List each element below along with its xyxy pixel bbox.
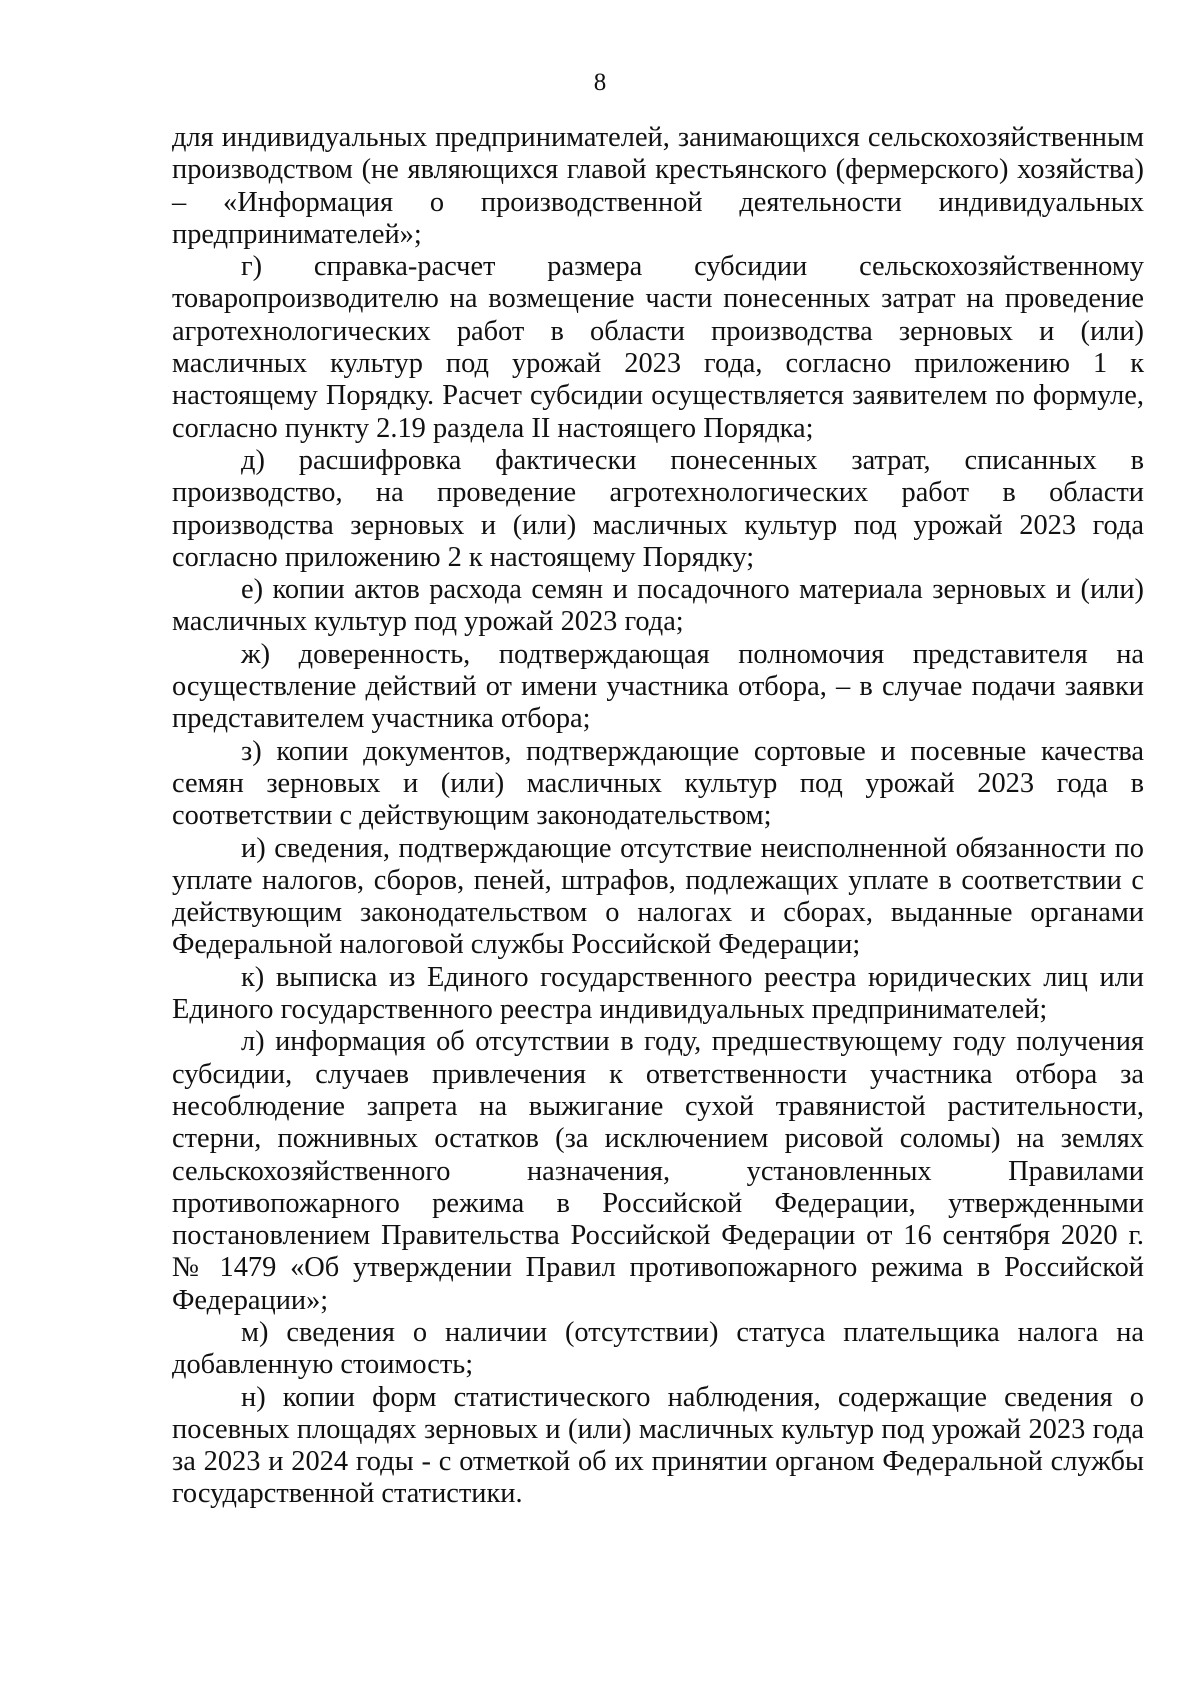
paragraph-item-l: л) информация об отсутствии в году, предшествующему году получения субсидии, случаев привлечения к ответственности участника отбора за несоблюдение запрета на выжигание сухой травянистой растительности, стерни, пожнивных остатков (за исключением рисовой соломы) на землях сельскохозяйственного назначения, установленных Правилами противопожарного режима в Российской Федерации, утвержденными постановлением Правительства Российской Федерации от 16 сентября 2020 г. № 1479 «Об утверждении Правил противопожарного режима в Российской Федерации»; bbox=[172, 1026, 1144, 1316]
paragraph-item-k: к) выписка из Единого государственного реестра юридических лиц или Единого государственного реестра индивидуальных предпринимателей; bbox=[172, 961, 1144, 1026]
paragraph-item-z: з) копии документов, подтверждающие сортовые и посевные качества семян зерновых и (или) масличных культур под урожай 2023 года в соответствии с действующим законодательством; bbox=[172, 735, 1144, 832]
paragraph-item-zh: ж) доверенность, подтверждающая полномочия представителя на осуществление действий от имени участника отбора, – в случае подачи заявки представителем участника отбора; bbox=[172, 638, 1144, 735]
page-number: 8 bbox=[593, 69, 607, 96]
paragraph-item-m: м) сведения о наличии (отсутствии) статуса плательщика налога на добавленную стоимость; bbox=[172, 1316, 1144, 1381]
paragraph-continuation: для индивидуальных предпринимателей, занимающихся сельскохозяйственным производством (не являющихся главой крестьянского (фермерского) хозяйства) – «Информация о производственной деятельности индивидуальных предпринимателей»; bbox=[172, 122, 1144, 250]
paragraph-item-n: н) копии форм статистического наблюдения, содержащие сведения о посевных площадях зерновых и (или) масличных культур под урожай 2023 года за 2023 и 2024 годы - с отметкой об их принятии органом Федеральной службы государственной статистики. bbox=[172, 1381, 1144, 1510]
paragraph-item-e: е) копии актов расхода семян и посадочного материала зерновых и (или) масличных культур под урожай 2023 года; bbox=[172, 574, 1144, 638]
paragraph-item-i: и) сведения, подтверждающие отсутствие неисполненной обязанности по уплате налогов, сборов, пеней, штрафов, подлежащих уплате в соответствии с действующим законодательством о налогах и сборах, выданные органами Федеральной налоговой службы Российской Федерации; bbox=[172, 832, 1144, 961]
paragraph-item-d: д) расшифровка фактически понесенных затрат, списанных в производство, на проведение агротехнологических работ в области производства зерновых и (или) масличных культур под урожай 2023 года согласно приложению 2 к настоящему Порядку; bbox=[172, 444, 1144, 573]
paragraph-item-g: г) справка-расчет размера субсидии сельскохозяйственному товаропроизводителю на возмещение части понесенных затрат на проведение агротехнологических работ в области производства зерновых и (или) масличных культур под урожай 2023 года, согласно приложению 1 к настоящему Порядку. Расчет субсидии осуществляется заявителем по формуле, согласно пункту 2.19 раздела II настоящего Порядка; bbox=[172, 251, 1144, 444]
document-body bbox=[172, 122, 1144, 1511]
